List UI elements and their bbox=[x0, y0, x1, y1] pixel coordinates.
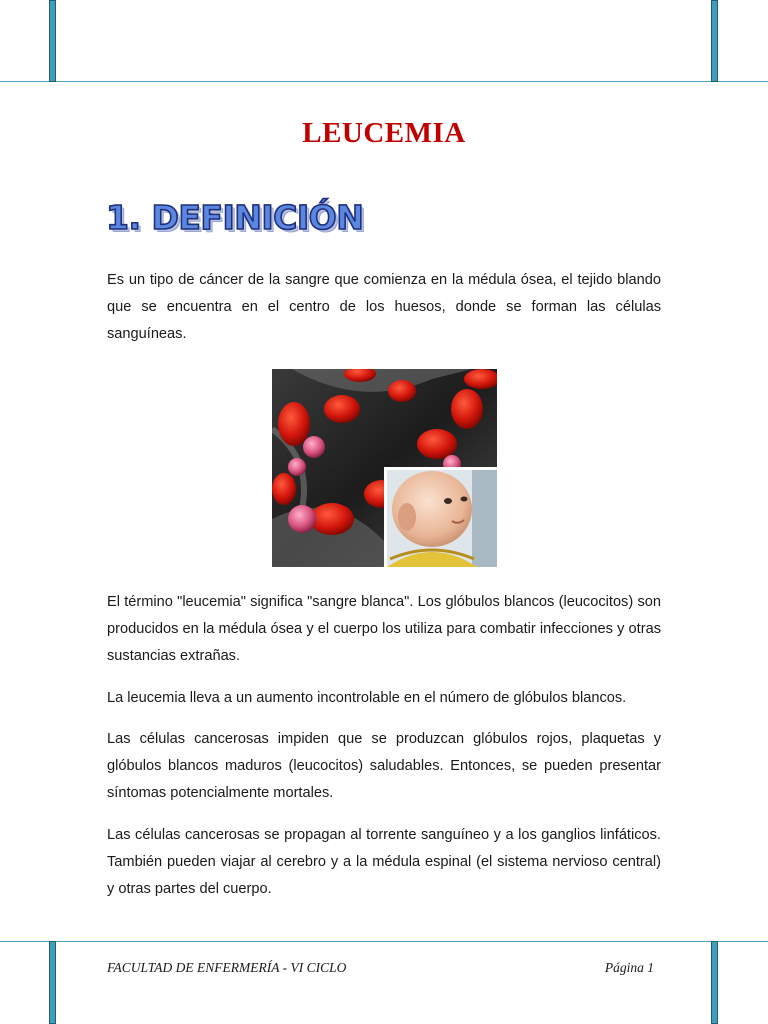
document-title: LEUCEMIA bbox=[302, 117, 466, 149]
header-bar-right bbox=[711, 0, 718, 82]
header-rule bbox=[0, 81, 768, 82]
section-heading: 1. DEFINICIÓN bbox=[106, 198, 364, 237]
footer-page-number: Página 1 bbox=[604, 960, 654, 975]
footer-bar-left bbox=[49, 941, 56, 1024]
footer-rule bbox=[0, 941, 768, 942]
header-bar-left bbox=[49, 0, 56, 82]
paragraph-spread: Las células cancerosas se propagan al torrente sanguíneo y a los ganglios linfáticos. También pueden viajar al cerebro y a la médula espinal (el sistema nervioso central) y otras partes del cuerpo. bbox=[107, 827, 661, 897]
footer-faculty: FACULTAD DE ENFERMERÍA - VI CICLO bbox=[107, 960, 347, 975]
leukemia-illustration bbox=[272, 369, 497, 567]
paragraph-increase: La leucemia lleva a un aumento incontrolable en el número de glóbulos blancos. bbox=[107, 690, 627, 706]
paragraph-cancer-cells: Las células cancerosas impiden que se produzcan glóbulos rojos, plaquetas y glóbulos blancos maduros (leucocitos) saludables. Entonces, se pueden presentar síntomas potencialmente mortales. bbox=[107, 731, 661, 801]
paragraph-definition: Es un tipo de cáncer de la sangre que comienza en la médula ósea, el tejido blando que se encuentra en el centro de los huesos, donde se forman las células sanguíneas. bbox=[107, 272, 661, 342]
paragraph-meaning: El término "leucemia" significa "sangre blanca". Los glóbulos blancos (leucocitos) son producidos en la médula ósea y el cuerpo los utiliza para combatir infecciones y otras sustancias extrañas. bbox=[107, 594, 661, 664]
footer-bar-right bbox=[711, 941, 718, 1024]
